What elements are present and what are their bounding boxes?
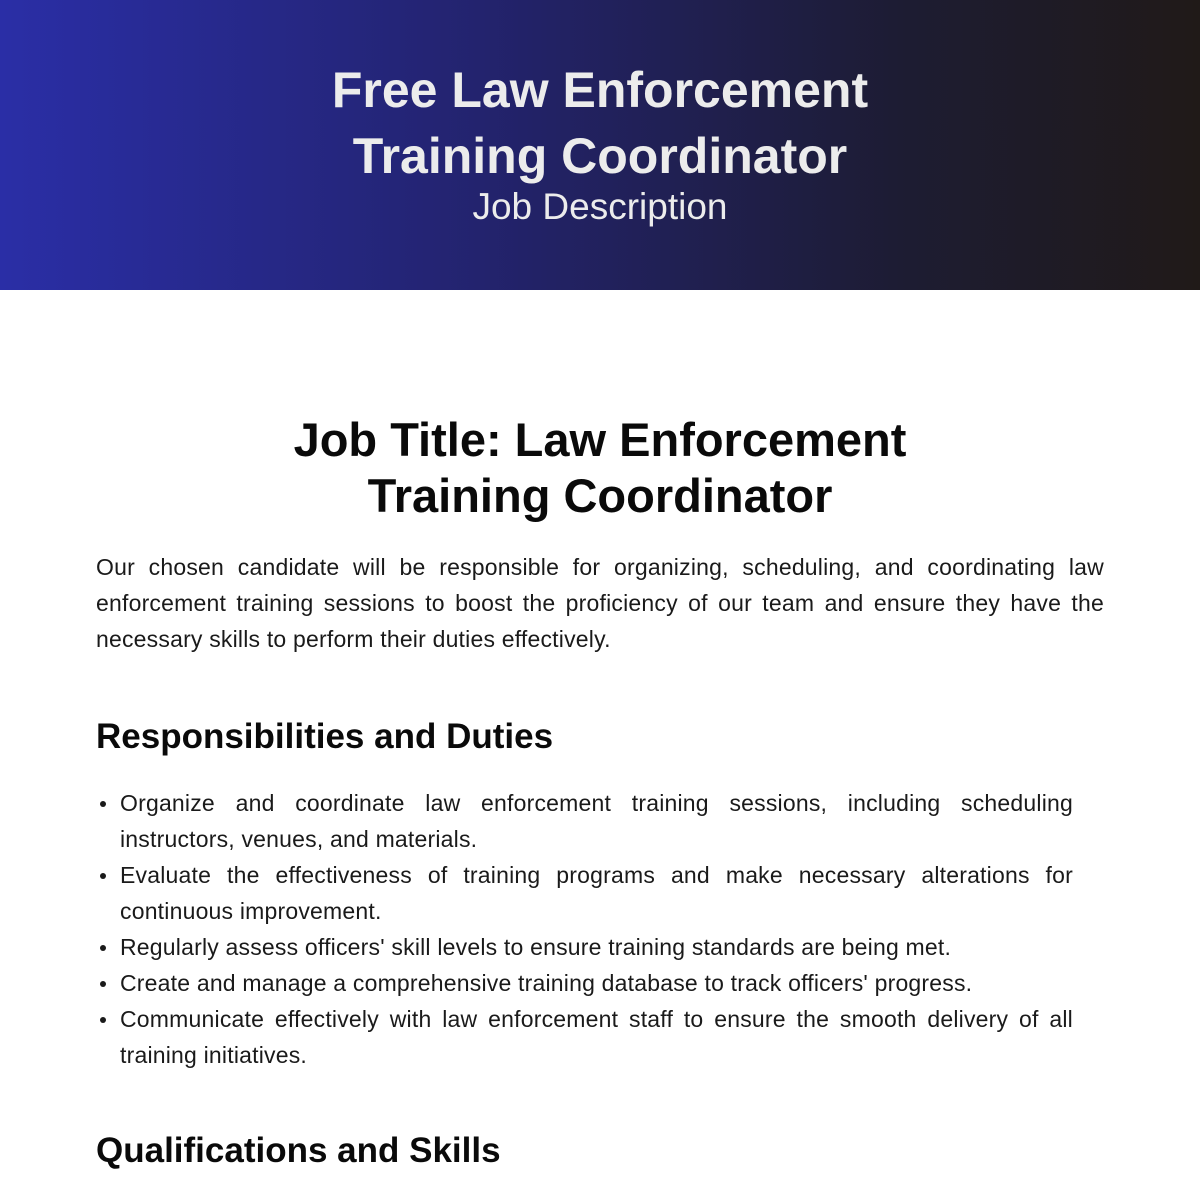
bullet-icon xyxy=(100,801,106,807)
list-item xyxy=(96,929,1073,965)
list-item-text: Organize and coordinate law enforcement training sessions, including scheduling instructors, venues, and materials. xyxy=(120,790,1073,852)
bullet-icon xyxy=(100,981,106,987)
job-title: Job Title: Law Enforcement Training Coordinator xyxy=(293,413,907,522)
list-item xyxy=(96,857,1073,929)
job-intro: Our chosen candidate will be responsible for organizing, scheduling, and coordinating law enforcement training sessions to boost the proficiency of our team and ensure they have the necessary skills to perform their duties effectively. xyxy=(96,554,1104,652)
list-item xyxy=(96,785,1073,857)
document-title: Free Law Enforcement Training Coordinator xyxy=(331,62,869,184)
bullet-icon xyxy=(100,945,106,951)
list-item-text: Communicate effectively with law enforcement staff to ensure the smooth delivery of all training initiatives. xyxy=(120,1006,1073,1068)
list-item-text: Create and manage a comprehensive training database to track officers' progress. xyxy=(120,970,973,996)
responsibilities-heading: Responsibilities and Duties xyxy=(96,717,554,756)
document-body xyxy=(0,290,1200,1173)
bullet-icon xyxy=(100,873,106,879)
list-item xyxy=(96,965,1073,1001)
list-item-text: Regularly assess officers' skill levels to ensure training standards are being met. xyxy=(120,934,952,960)
responsibilities-list xyxy=(96,785,1073,1073)
header-banner xyxy=(0,0,1200,290)
bullet-icon xyxy=(100,1017,106,1023)
qualifications-heading: Qualifications and Skills xyxy=(96,1131,501,1170)
list-item-text: Evaluate the effectiveness of training programs and make necessary alterations for continuous improvement. xyxy=(120,862,1073,924)
document-subtitle: Job Description xyxy=(472,186,728,227)
list-item xyxy=(96,1001,1073,1073)
